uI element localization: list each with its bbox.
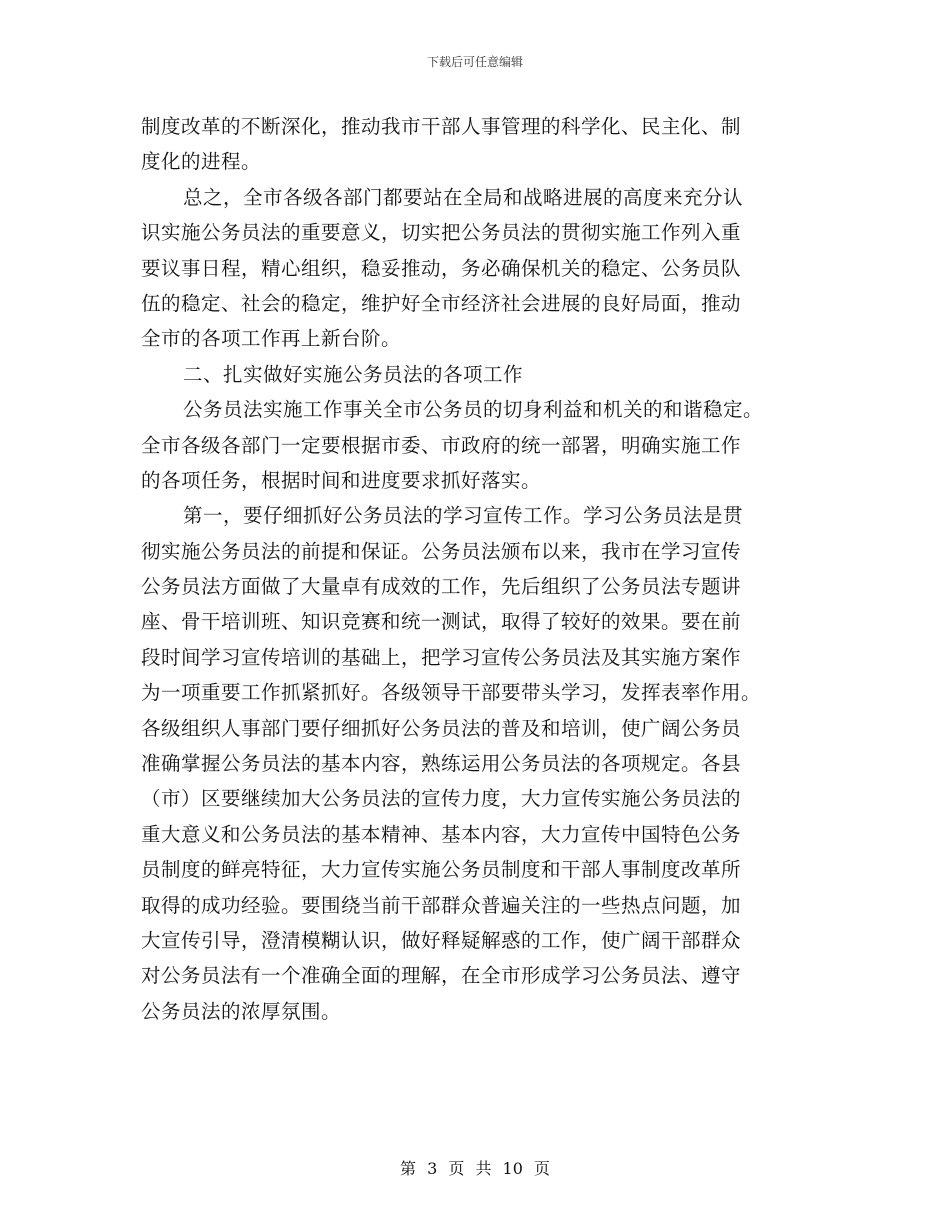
text-line: 公务员法实施工作事关全市公务员的切身利益和机关的和谐稳定。	[183, 398, 764, 422]
text-line: 第一，要仔细抓好公务员法的学习宣传工作。学习公务员法是贯	[183, 504, 744, 528]
text-line: 取得的成功经验。要围绕当前干部群众普遍关注的一些热点问题，加	[141, 893, 742, 917]
text-line: 准确掌握公务员法的基本内容，熟练运用公务员法的各项规定。各县	[141, 752, 742, 776]
text-line: 总之，全市各级各部门都要站在全局和战略进展的高度来充分认	[183, 185, 744, 209]
text-line: 二、扎实做好实施公务员法的各项工作	[183, 362, 524, 386]
text-line: 的各项任务，根据时间和进度要求抓好落实。	[141, 468, 542, 492]
text-line: 对公务员法有一个准确全面的理解，在全市形成学习公务员法、遵守	[141, 964, 742, 988]
text-line: 全市各级各部门一定要根据市委、市政府的统一部署，明确实施工作	[141, 433, 742, 457]
text-line: （市）区要继续加大公务员法的宣传力度，大力宣传实施公务员法的	[141, 787, 742, 811]
page-header-note: 下载后可任意编辑	[426, 55, 523, 69]
text-line: 座、骨干培训班、知识竞赛和统一测试，取得了较好的效果。要在前	[141, 610, 742, 634]
text-line: 为一项重要工作抓紧抓好。各级领导干部要带头学习，发挥表率作用。	[141, 681, 762, 705]
text-line: 度化的进程。	[141, 150, 262, 174]
text-line: 彻实施公务员法的前提和保证。公务员法颁布以来，我市在学习宣传	[141, 539, 742, 563]
document-body	[141, 109, 813, 1029]
text-line: 要议事日程，精心组织，稳妥推动，务必确保机关的稳定、公务员队	[141, 256, 742, 280]
text-line: 重大意义和公务员法的基本精神、基本内容，大力宣传中国特色公务	[141, 822, 742, 846]
text-line: 公务员法方面做了大量卓有成效的工作，先后组织了公务员法专题讲	[141, 575, 742, 599]
text-line: 各级组织人事部门要仔细抓好公务员法的普及和培训，使广阔公务员	[141, 716, 742, 740]
text-line: 伍的稳定、社会的稳定，维护好全市经济社会进展的良好局面，推动	[141, 291, 742, 315]
text-line: 制度改革的不断深化，推动我市干部人事管理的科学化、民主化、制	[141, 115, 742, 138]
page-number-footer: 第 3 页 共 10 页	[400, 1159, 550, 1178]
text-line: 全市的各项工作再上新台阶。	[141, 327, 402, 351]
text-line: 大宣传引导，澄清模糊认识，做好释疑解惑的工作，使广阔干部群众	[141, 928, 742, 952]
text-line: 识实施公务员法的重要意义，切实把公务员法的贯彻实施工作列入重	[141, 221, 742, 245]
text-line: 员制度的鲜亮特征，大力宣传实施公务员制度和干部人事制度改革所	[141, 858, 742, 882]
text-line: 公务员法的浓厚氛围。	[141, 999, 342, 1023]
text-line: 段时间学习宣传培训的基础上，把学习宣传公务员法及其实施方案作	[141, 645, 742, 669]
